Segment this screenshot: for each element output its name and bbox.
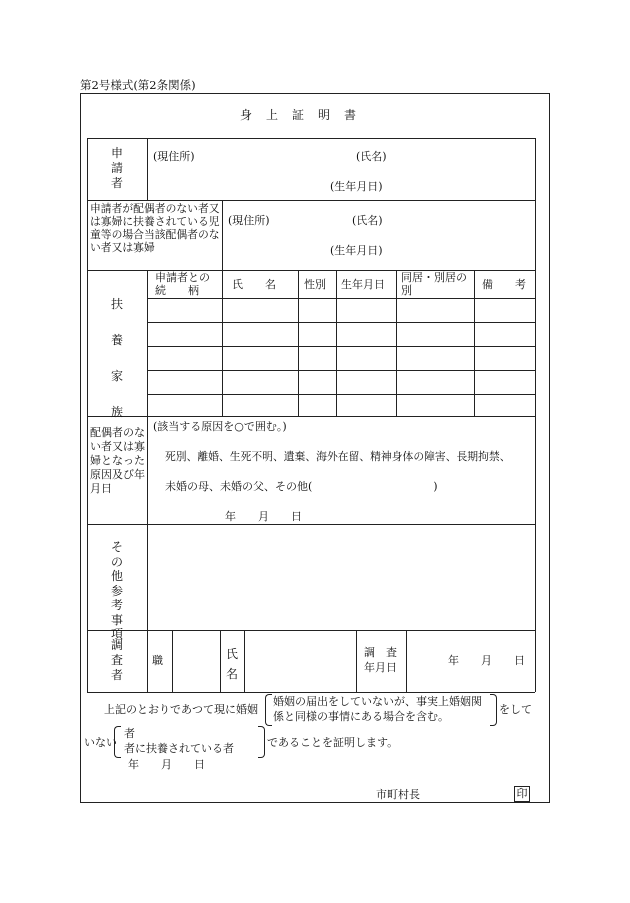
cert-date: 年 月 日 — [128, 758, 205, 771]
unmarried-birth-label: (生年月日) — [330, 244, 383, 257]
investigator-date-label-line2: 年月日 — [364, 661, 397, 674]
cert-bracket1-line1: 婚姻の届出をしていないが、事実上婚姻関 — [273, 695, 482, 708]
cert-line1-suffix: をして — [499, 703, 532, 716]
cause-options-line2: 未婚の母、未婚の父、その他( ) — [165, 480, 438, 493]
col-relationship-line2: 続 柄 — [155, 284, 199, 297]
cert-bracket1-right — [490, 694, 497, 726]
document-title: 身 上 証 明 書 — [240, 108, 358, 122]
investigator-position-label: 職 — [152, 654, 163, 667]
mayor-label: 市町村長 — [376, 788, 420, 801]
cert-line2-suffix: であることを証明します。 — [267, 736, 399, 749]
applicant-birth-label: (生年月日) — [330, 180, 383, 193]
investigator-date-value: 年 月 日 — [448, 654, 525, 667]
form-number: 第2号様式(第2条関係) — [80, 78, 196, 92]
col-relationship-line1: 申請者との — [155, 271, 210, 284]
applicant-name-label: (氏名) — [356, 150, 387, 163]
col-cohabit-line2: 別 — [401, 284, 412, 297]
unmarried-address-label: (現住所) — [228, 214, 270, 227]
other-label: その他参考事項 — [110, 540, 123, 641]
cert-bracket2-line2: 者に扶養されている者 — [124, 742, 234, 755]
cert-line1-prefix: 上記のとおりであつて現に婚姻 — [104, 703, 258, 716]
cert-bracket1-line2: 係と同様の事情にある場合を含む。 — [273, 710, 449, 723]
cert-bracket1-left — [265, 694, 272, 726]
unmarried-person-label: 申請者が配偶者のない者又は寡婦に扶養されている児童等の場合当該配偶者のない者又は寡婦 — [90, 202, 220, 254]
cert-line2-prefix: いない — [84, 736, 117, 749]
col-sex: 性別 — [304, 278, 326, 291]
dependents-label: 扶養家族 — [110, 297, 123, 419]
cert-bracket2-right — [258, 726, 265, 758]
cause-instruction: (該当する原因を○で囲む。) — [153, 420, 287, 433]
col-name: 氏 名 — [232, 278, 276, 291]
investigator-label: 調査者 — [110, 638, 123, 682]
applicant-address-label: (現住所) — [153, 150, 195, 163]
cert-bracket2-left — [114, 726, 121, 758]
investigator-date-label-line1: 調 査 — [364, 646, 397, 659]
cert-bracket2-line1: 者 — [124, 727, 135, 740]
investigator-name-label: 氏名 — [225, 647, 238, 681]
seal-box: 印 — [514, 786, 530, 802]
cause-date: 年 月 日 — [225, 510, 302, 523]
applicant-label: 申請者 — [110, 146, 123, 190]
col-birthdate: 生年月日 — [341, 278, 385, 291]
col-remarks: 備 考 — [482, 278, 526, 291]
col-cohabit-line1: 同居・別居の — [401, 271, 467, 284]
cause-options-line1: 死別、離婚、生死不明、遺棄、海外在留、精神身体の障害、長期拘禁、 — [165, 450, 511, 463]
cause-label: 配偶者のない者又は寡婦となった原因及び年月日 — [90, 426, 145, 495]
unmarried-name-label: (氏名) — [352, 214, 383, 227]
